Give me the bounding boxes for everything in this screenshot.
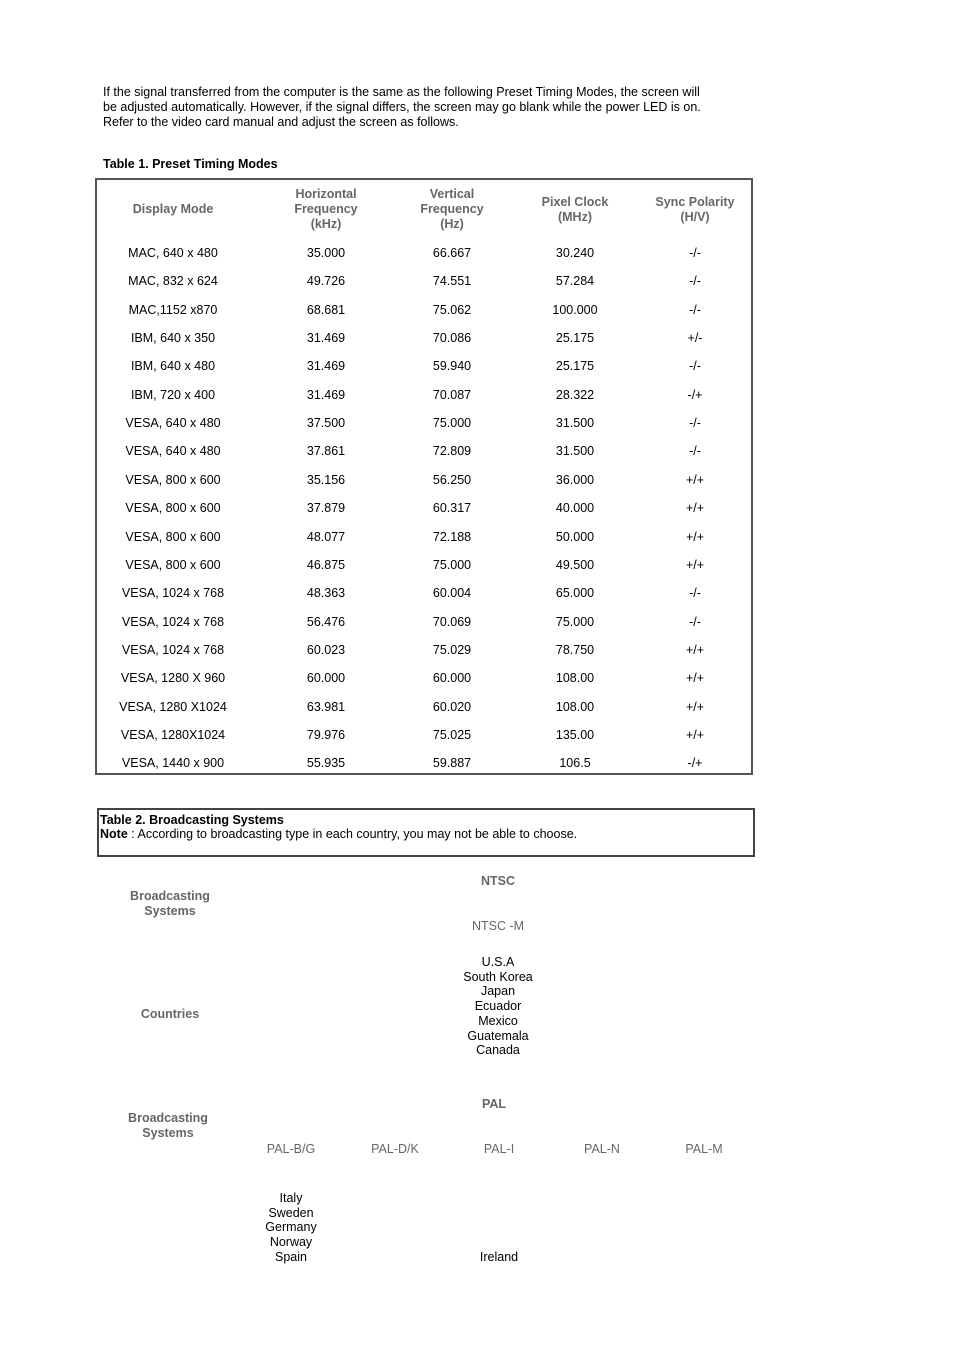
column-header [98,202,248,217]
intro-line: Refer to the video card manual and adjust the screen as follows. [103,115,459,129]
pal-bg-countries-list [241,1191,341,1265]
country-item: Canada [476,1043,520,1058]
intro-paragraph [103,85,753,130]
table-cell: VESA, 1024 x 768 [121,586,225,601]
pal-i-countries-list [449,1250,549,1265]
table-cell: IBM, 640 x 350 [130,331,216,346]
table-cell: -/+ [687,387,703,402]
table-cell: 75.000 [432,557,472,572]
table-cell: +/- [687,331,703,346]
pal-system-dk: PAL-D/K [371,1142,419,1156]
table-cell: 78.750 [555,642,595,657]
table-cell: VESA, 1440 x 900 [121,756,225,771]
table-cell: +/+ [685,472,705,487]
table-cell: 31.500 [555,416,595,431]
table-cell: 75.000 [432,416,472,431]
table-cell: 57.284 [555,274,595,289]
country-item: Italy [279,1191,303,1205]
table-cell: 75.025 [432,727,472,742]
country-item: Germany [265,1220,317,1235]
country-item: Ireland [479,1250,519,1264]
table-cell: 37.879 [306,501,346,516]
table-cell: +/+ [685,529,705,544]
table-cell: 108.00 [555,699,595,714]
table-cell: +/+ [685,671,705,686]
table-cell: VESA, 800 x 600 [125,557,221,572]
table-cell: 66.667 [432,246,472,260]
table-cell: 70.087 [432,387,472,402]
table-cell: -/- [689,274,701,289]
table-cell: -/- [689,614,701,629]
table-cell: 25.175 [555,331,595,346]
table-cell: 60.004 [432,586,472,601]
column-header-line: (H/V) [680,210,710,224]
table-cell: 49.726 [306,274,346,289]
ntsc-group-label: NTSC [480,874,516,888]
pal-row-label [108,1111,228,1141]
table-cell: 135.00 [555,727,595,742]
table-cell: 60.317 [432,501,472,516]
table-cell: 72.188 [432,529,472,544]
table-cell: -/+ [687,756,703,771]
table-cell: 65.000 [555,586,595,601]
table-cell: 46.875 [306,557,346,572]
table-cell: 31.469 [306,359,346,374]
table-cell: +/+ [685,642,705,657]
country-item: Norway [269,1235,313,1250]
table-cell: VESA, 640 x 480 [125,444,221,459]
table-cell: -/- [689,444,701,459]
table-cell: 74.551 [432,274,472,289]
column-header-line: Sync Polarity [655,195,735,209]
table-cell: 72.809 [432,444,472,459]
table-cell: 60.000 [432,671,472,686]
table-cell: 40.000 [555,501,595,516]
table-cell: VESA, 1280X1024 [120,727,226,742]
table-cell: 48.363 [306,586,346,601]
table-cell: 55.935 [306,756,346,771]
table-cell: 75.062 [432,302,472,317]
pal-system-i: PAL-I [483,1142,515,1156]
table1-caption: Table 1. Preset Timing Modes [103,157,278,171]
column-header-line: Horizontal [295,187,357,201]
country-item: Guatemala [467,1028,529,1043]
country-item: Spain [275,1249,307,1264]
column-header-line: (Hz) [440,217,464,231]
country-item: Sweden [268,1205,314,1220]
table2-title: Table 2. Broadcasting Systems [100,813,284,827]
table-cell: VESA, 800 x 600 [125,529,221,544]
country-item: Japan [480,984,516,999]
ntsc-row-label [110,889,230,919]
table-cell: VESA, 800 x 600 [125,501,221,516]
table-cell: +/+ [685,699,705,714]
table-cell: 108.00 [555,671,595,686]
table-cell: 59.887 [432,756,472,771]
table-cell: IBM, 720 x 400 [130,387,216,402]
row-label-line: Broadcasting [130,889,210,903]
table-cell: 31.469 [306,387,346,402]
country-item: Mexico [478,1013,518,1028]
table-cell: +/+ [685,501,705,516]
table2-header-box [97,808,755,857]
table-cell: +/+ [685,557,705,572]
table-cell: -/- [689,359,701,374]
table-cell: 75.029 [432,642,472,657]
table-cell: 68.681 [306,302,346,317]
table-cell: MAC, 640 x 480 [128,246,218,260]
table-cell: 37.861 [306,444,346,459]
country-item: Ecuador [474,999,522,1014]
table-cell: 37.500 [306,416,346,431]
table-cell: 49.500 [555,557,595,572]
note-text: : According to broadcasting type in each country, you may not be able to choose. [127,827,578,841]
row-label-line: Systems [144,904,196,918]
table-cell: -/- [689,586,701,601]
table-cell: -/- [689,302,701,317]
intro-line: If the signal transferred from the computer is the same as the following Preset Timing Modes, the screen will [103,85,700,99]
pal-system-bg: PAL-B/G [266,1142,316,1156]
row-label-line: Systems [142,1126,194,1140]
table-cell: MAC, 832 x 624 [128,274,218,289]
table-cell: 30.240 [555,246,595,260]
table-cell: 35.000 [306,246,346,260]
table-cell: IBM, 640 x 480 [130,359,216,374]
table-cell: -/- [689,246,701,260]
column-header [620,195,770,225]
preset-timing-table [95,178,753,775]
column-header-line: Display Mode [132,202,214,216]
table-cell: 60.000 [306,671,346,686]
row-label-line: Broadcasting [128,1111,208,1125]
pal-system-n: PAL-N [584,1142,620,1156]
table-cell: 70.086 [432,331,472,346]
table-cell: +/+ [685,727,705,742]
table-cell: VESA, 800 x 600 [125,472,221,487]
country-item: South Korea [463,969,533,984]
table-cell: VESA, 1024 x 768 [121,642,225,657]
table-cell: 31.469 [306,331,346,346]
table-cell: 79.976 [306,727,346,742]
pal-system-m: PAL-M [685,1142,723,1156]
table-cell: 25.175 [555,359,595,374]
table-cell: 100.000 [552,302,598,317]
table-cell: 60.020 [432,699,472,714]
table-cell: 36.000 [555,472,595,487]
table-cell: 31.500 [555,444,595,459]
ntsc-countries-list [438,955,558,1058]
table2-note [100,827,753,841]
table-cell: 35.156 [306,472,346,487]
table-cell: VESA, 640 x 480 [125,416,221,431]
table-cell: 28.322 [555,387,595,402]
column-header-line: (kHz) [310,217,342,231]
table-cell: 56.250 [432,472,472,487]
table-cell: 59.940 [432,359,472,374]
table-cell: MAC,1152 x870 [128,302,218,317]
table-cell: 106.5 [559,756,591,771]
table-cell: 50.000 [555,529,595,544]
column-header-line: (MHz) [557,210,592,224]
countries-label: Countries [140,1007,200,1021]
table-cell: 70.069 [432,614,472,629]
pal-group-label: PAL [481,1097,507,1111]
column-header-line: Frequency [294,202,358,216]
column-header-line: Frequency [420,202,484,216]
table-cell: 63.981 [306,699,346,714]
column-header-line: Pixel Clock [541,195,609,209]
note-label: Note [100,827,128,841]
table-cell: -/- [689,416,701,431]
table-cell: VESA, 1024 x 768 [121,614,225,629]
table-cell: 56.476 [306,614,346,629]
table-cell: 75.000 [555,614,595,629]
table-cell: 60.023 [306,642,346,657]
country-item: U.S.A [481,955,515,969]
table-cell: 48.077 [306,529,346,544]
column-header-line: Vertical [429,187,475,201]
ntsc-system: NTSC -M [471,919,525,933]
table-cell: VESA, 1280 X 960 [120,671,226,686]
intro-line: be adjusted automatically. However, if the signal differs, the screen may go blank while the power LED is on. [103,100,701,114]
table-cell: VESA, 1280 X1024 [119,699,227,714]
